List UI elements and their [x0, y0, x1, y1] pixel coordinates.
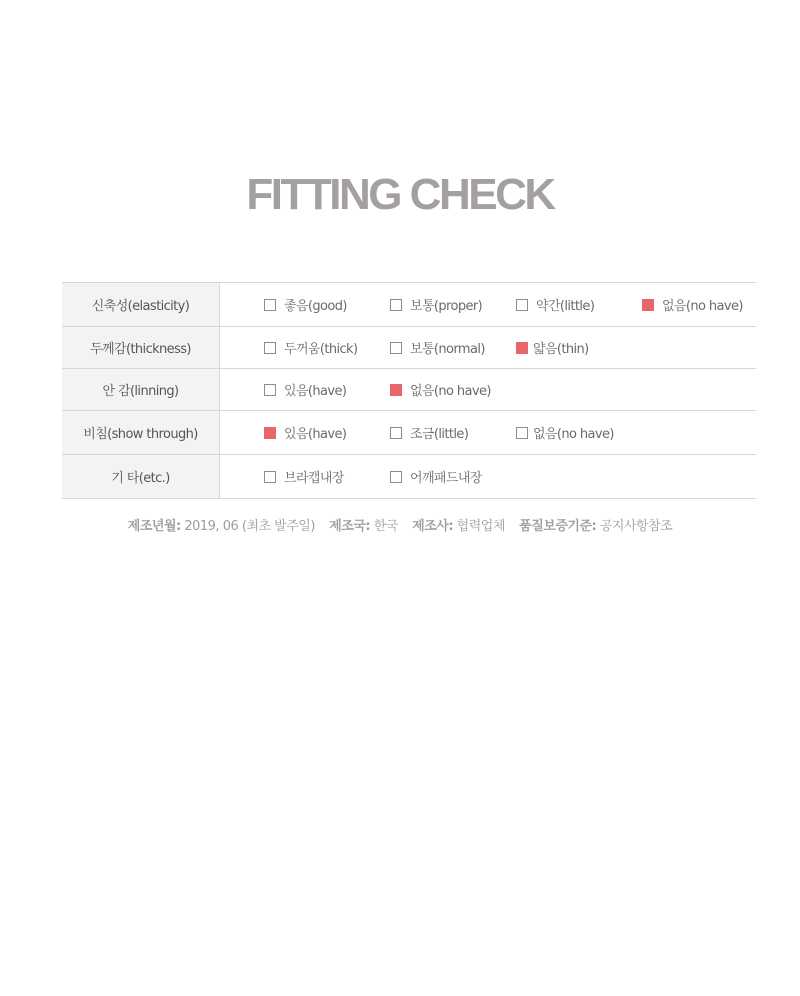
- row-label-etc: 기 타(etc.): [62, 455, 220, 498]
- option-label: 어깨패드내장: [410, 471, 482, 486]
- option-thick: [264, 327, 357, 368]
- option-have: [264, 411, 346, 454]
- row-options-thickness: [220, 327, 756, 368]
- option-label: 좋음(good): [284, 299, 347, 314]
- option-good: [264, 283, 347, 326]
- country-value: 한국: [373, 519, 398, 534]
- row-label-thickness: 두께감(thickness): [62, 327, 220, 368]
- checkbox-unchecked-icon: [390, 427, 402, 439]
- checkbox-unchecked-icon: [390, 471, 402, 483]
- row-options-show-through: [220, 411, 756, 454]
- option-label: 얇음(thin): [533, 342, 589, 357]
- option-label: 보통(normal): [410, 342, 485, 357]
- row-options-lining: [220, 369, 756, 410]
- option-label: 보통(proper): [410, 299, 483, 314]
- option-label: 없음(no have): [533, 427, 614, 442]
- option-thin: [516, 327, 589, 368]
- option-normal: [390, 327, 485, 368]
- product-info-footer: [0, 515, 800, 534]
- option-bra-cup: [264, 455, 344, 498]
- warranty-label: 품질보증기준:: [519, 519, 597, 534]
- manufacture-date-label: 제조년월:: [127, 519, 181, 534]
- checkbox-unchecked-icon: [516, 299, 528, 311]
- country-label: 제조국:: [329, 519, 371, 534]
- table-row-lining: [62, 369, 756, 411]
- option-proper: [390, 283, 482, 326]
- checkbox-unchecked-icon: [264, 471, 276, 483]
- maker-value: 협력업체: [456, 519, 505, 534]
- checkbox-unchecked-icon: [516, 427, 528, 439]
- checkbox-unchecked-icon: [264, 299, 276, 311]
- row-options-etc: [220, 455, 756, 498]
- table-row-thickness: [62, 327, 756, 369]
- option-label: 브라캡내장: [284, 471, 344, 486]
- option-label: 조금(little): [410, 427, 469, 442]
- option-label: 두꺼움(thick): [284, 342, 358, 357]
- checkbox-unchecked-icon: [390, 342, 402, 354]
- table-row-show-through: [62, 411, 756, 455]
- option-have: [264, 369, 346, 410]
- table-row-etc: [62, 455, 756, 499]
- checkbox-checked-icon: [390, 384, 402, 396]
- checkbox-checked-icon: [516, 342, 528, 354]
- option-label: 있음(have): [284, 384, 347, 399]
- maker-label: 제조사:: [412, 519, 454, 534]
- option-shoulder-pad: [390, 455, 482, 498]
- row-label-elasticity: 신축성(elasticity): [62, 283, 220, 326]
- checkbox-unchecked-icon: [264, 342, 276, 354]
- checkbox-checked-icon: [642, 299, 654, 311]
- checkbox-unchecked-icon: [390, 299, 402, 311]
- option-label: 있음(have): [284, 427, 347, 442]
- option-label: 없음(no have): [410, 384, 491, 399]
- fitting-check-table: [62, 282, 756, 499]
- row-options-elasticity: [220, 283, 756, 326]
- checkbox-unchecked-icon: [264, 384, 276, 396]
- table-row-elasticity: [62, 283, 756, 327]
- row-label-show-through: 비침(show through): [62, 411, 220, 454]
- option-no-have: [516, 411, 614, 454]
- row-label-lining: 안 감(linning): [62, 369, 220, 410]
- option-no-have: [390, 369, 491, 410]
- warranty-value: 공지사항참조: [599, 519, 673, 534]
- page-title: FITTING CHECK: [246, 170, 554, 219]
- manufacture-date-value: 2019, 06 (최초 발주일): [184, 519, 315, 534]
- option-little: [516, 283, 594, 326]
- option-no-have: [642, 283, 743, 326]
- checkbox-checked-icon: [264, 427, 276, 439]
- option-label: 약간(little): [536, 299, 595, 314]
- option-little: [390, 411, 468, 454]
- option-label: 없음(no have): [662, 299, 743, 314]
